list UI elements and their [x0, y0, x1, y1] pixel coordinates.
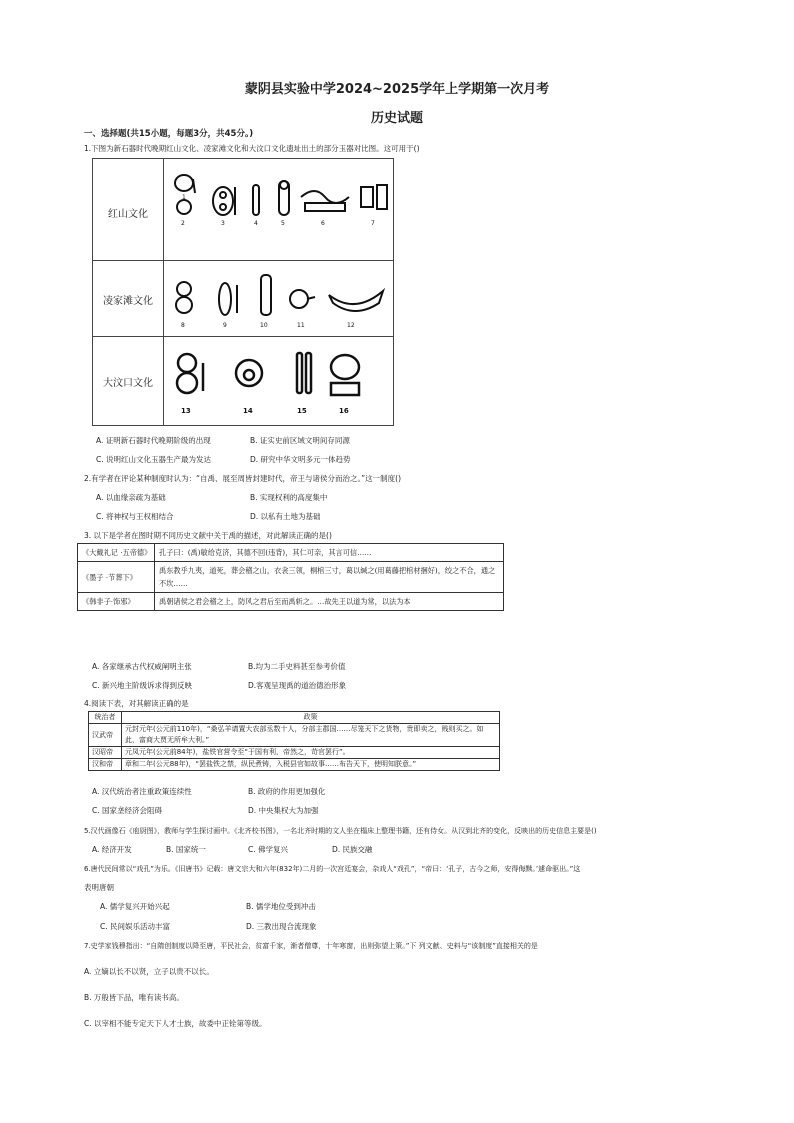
table-row [78, 593, 504, 611]
artifact-label-14: 14 [243, 407, 253, 415]
artifact-label-9: 9 [223, 322, 227, 329]
culture-dawenkou: 大汶口文化 [103, 378, 153, 389]
artifact-label-6: 6 [321, 220, 325, 227]
q5-option-c: C. 佛学复兴 [248, 845, 289, 854]
q6-option-b: B. 儒学地位受到冲击 [246, 902, 316, 911]
artifact-label-15: 15 [297, 407, 307, 415]
q4-policy-table [88, 711, 500, 771]
artifact-13-shape [178, 354, 196, 372]
table-row [89, 724, 500, 747]
q3-source-3: 《韩非子·饰邪》 [78, 593, 155, 611]
q7-stem: 7.史学家钱穆指出：“自隋创制度以降至唐，平民社会，贫富千家，渐者僧尊，十年寒窗，出则弥望上策。”下 列文献、史料与“该制度”直接相关的是 [84, 942, 538, 950]
artifact-10-shape [261, 275, 271, 315]
artifact-4-shape [253, 185, 259, 215]
artifact-label-4: 4 [254, 220, 258, 227]
q4-ruler-1: 汉武帝 [89, 724, 122, 747]
artifact-2-shape [177, 200, 191, 214]
q5-stem: 5.汉代画像石《庖厨图》，教师与学生探讨画中。《北齐校书图》，一名北齐时期的文人坐在榻床上整理书籍，还有侍女。从汉到北齐的变化，反映出的历史信息主要是() [84, 827, 597, 835]
q6-stem-continued: 表明唐朝 [84, 883, 114, 892]
q7-option-c: C. 以宰相不能专定天下人才士族，故委中正铨第等级。 [84, 1019, 267, 1028]
artifact-14-shape [236, 360, 262, 386]
q2-option-a: A. 以血缘亲疏为基础 [96, 493, 166, 502]
q7-option-b: B. 万般皆下品，唯有读书高。 [84, 993, 184, 1002]
artifact-label-10: 10 [260, 322, 268, 329]
q4-policy-1: 元封元年(公元前110年)，“桑弘羊请置大农部丞数十人，分部主郡国……尽笼天下之货物，贵即卖之，贱则买之。如此，富商大贾无所牟大利。” [122, 724, 500, 747]
q5-option-b: B. 国家统一 [166, 845, 206, 854]
q4-header-policy: 政策 [122, 712, 500, 724]
section-heading: 一、选择题(共15小题，每题3分，共45分。) [84, 129, 254, 139]
q4-option-d: D. 中央集权大为加强 [248, 806, 319, 815]
q1-option-d: D. 研究中华文明多元一体趋势 [250, 455, 351, 464]
artifact-label-2: 2 [181, 220, 185, 227]
q6-stem: 6.唐代民间常以“戏孔”为乐。《旧唐书》记载：唐文宗大和六年(832年)二月的一次宫廷宴会，杂戏人“戏孔”，“帝曰：‘孔子，古今之师，安得侮黩。’遽命驱出。”这 [84, 865, 581, 873]
q3-option-d: D.客观呈现禹的道治德治形象 [248, 681, 347, 690]
artifact-7-shape [361, 187, 373, 207]
q7-option-a: A. 立嫡以长不以贤，立子以贵不以长。 [84, 967, 214, 976]
q3-text-1: 孔子曰：(禹)敏给克济，其德不回(违背)，其仁可亲，其言可信…… [155, 544, 504, 562]
artifact-label-13: 13 [181, 407, 191, 415]
q1-option-c: C. 说明红山文化玉器生产最为发达 [96, 455, 212, 464]
q4-policy-2: 元凤元年(公元前84年)，盐铁官营令至“于国有利，帝然之，苛官罢行”。 [122, 747, 500, 759]
table-row [78, 544, 504, 562]
q2-stem: 2.有学者在评论某种制度时认为：“自禹、展至周皆封建时代，帝王与诸侯分而治之。”这一制度() [84, 474, 402, 483]
q5-option-a: A. 经济开发 [92, 845, 132, 854]
q3-source-1: 《大戴礼记 ·五帝德》 [78, 544, 155, 562]
exam-title: 蒙阴县实验中学2024~2025学年上学期第一次月考 [244, 82, 550, 97]
q3-option-b: B.均为二手史料甚至参考价值 [248, 662, 346, 671]
q2-option-b: B. 实现权利的高度集中 [250, 493, 328, 502]
culture-lingjiatan: 凌家滩文化 [103, 296, 153, 307]
artifact-12-shape [329, 291, 383, 311]
artifact-label-11: 11 [297, 322, 305, 329]
artifact-9-shape [219, 283, 231, 315]
q3-source-2: 《墨子 ·节葬下》 [78, 562, 155, 593]
artifact-label-7: 7 [371, 220, 375, 227]
artifact-6-shape [301, 191, 349, 203]
q2-option-c: C. 将神权与王权相结合 [96, 512, 174, 521]
dawenkou-jade-artifacts [165, 339, 391, 425]
table-header-row [89, 712, 500, 724]
q1-option-b: B. 证实史前区域文明间存同源 [250, 436, 350, 445]
artifact-label-3: 3 [221, 220, 225, 227]
q1-stem: 1.下图为新石器时代晚期红山文化、凌家滩文化和大汶口文化遗址出土的部分玉器对比图。这可用于() [84, 144, 420, 153]
q2-option-d: D. 以私有土地为基础 [250, 512, 321, 521]
q3-text-3: 禹朝诸侯之君会稽之上，防风之君后至而禹斩之。…故先王以道为常，以法为本 [155, 593, 504, 611]
culture-hongshan: 红山文化 [108, 209, 148, 220]
q4-ruler-2: 汉昭帝 [89, 747, 122, 759]
q4-ruler-3: 汉和帝 [89, 759, 122, 771]
table-row [89, 747, 500, 759]
artifact-label-12: 12 [347, 322, 355, 329]
artifact-16-shape [331, 355, 359, 379]
q3-stem: 3. 以下是学者在图时期不同历史文献中关于禹的描述，对此解读正确的是() [84, 531, 332, 540]
q1-option-a: A. 证明新石器时代晚期阶级的出现 [96, 436, 211, 445]
q6-option-c: C. 民间娱乐活动丰富 [100, 922, 171, 931]
q4-option-b: B. 政府的作用更加强化 [248, 787, 326, 796]
exam-subtitle: 历史试题 [370, 111, 423, 126]
q4-policy-3: 章和二年(公元88年)，“罢盐铁之禁，纵民煮铸，入税县官如故事……布告天下，使明知朕意。” [122, 759, 500, 771]
table-row [89, 759, 500, 771]
artifact-8-shape [177, 282, 191, 296]
lingjiatan-jade-artifacts [165, 263, 391, 335]
artifact-label-8: 8 [181, 322, 185, 329]
q4-option-a: A. 汉代统治者注重政策连续性 [92, 787, 192, 796]
artifact-label-16: 16 [339, 407, 349, 415]
q5-option-d: D. 民族交融 [332, 845, 373, 854]
q3-option-c: C. 新兴地主阶级诉求得到反映 [92, 681, 193, 690]
artifact-label-5: 5 [281, 220, 285, 227]
artifact-15-shape [297, 353, 302, 393]
hongshan-jade-artifacts [165, 163, 391, 257]
q3-text-2: 禹东教乎九夷，道死，葬会稽之山，衣衾三领，桐棺三寸，葛以缄之(用葛藤把棺材捆好)，绞之不合，通之不坎…… [155, 562, 504, 593]
q3-option-a: A. 各家继承古代权威阐明主张 [92, 662, 192, 671]
q4-option-c: C. 国家垄经济会阻碍 [92, 806, 163, 815]
culture-jade-table [92, 158, 394, 426]
artifact-1-shape [175, 175, 193, 191]
q4-stem: 4.阅读下表，对其解读正确的是 [84, 699, 189, 708]
table-row [78, 562, 504, 593]
artifact-11-shape [290, 290, 308, 308]
q3-source-table [77, 543, 504, 611]
q6-option-a: A. 儒学复兴开始兴起 [100, 902, 170, 911]
artifact-label-1: 1 [182, 194, 186, 201]
q6-option-d: D. 三教出现合流现象 [246, 922, 317, 931]
q4-header-ruler: 统治者 [89, 712, 122, 724]
